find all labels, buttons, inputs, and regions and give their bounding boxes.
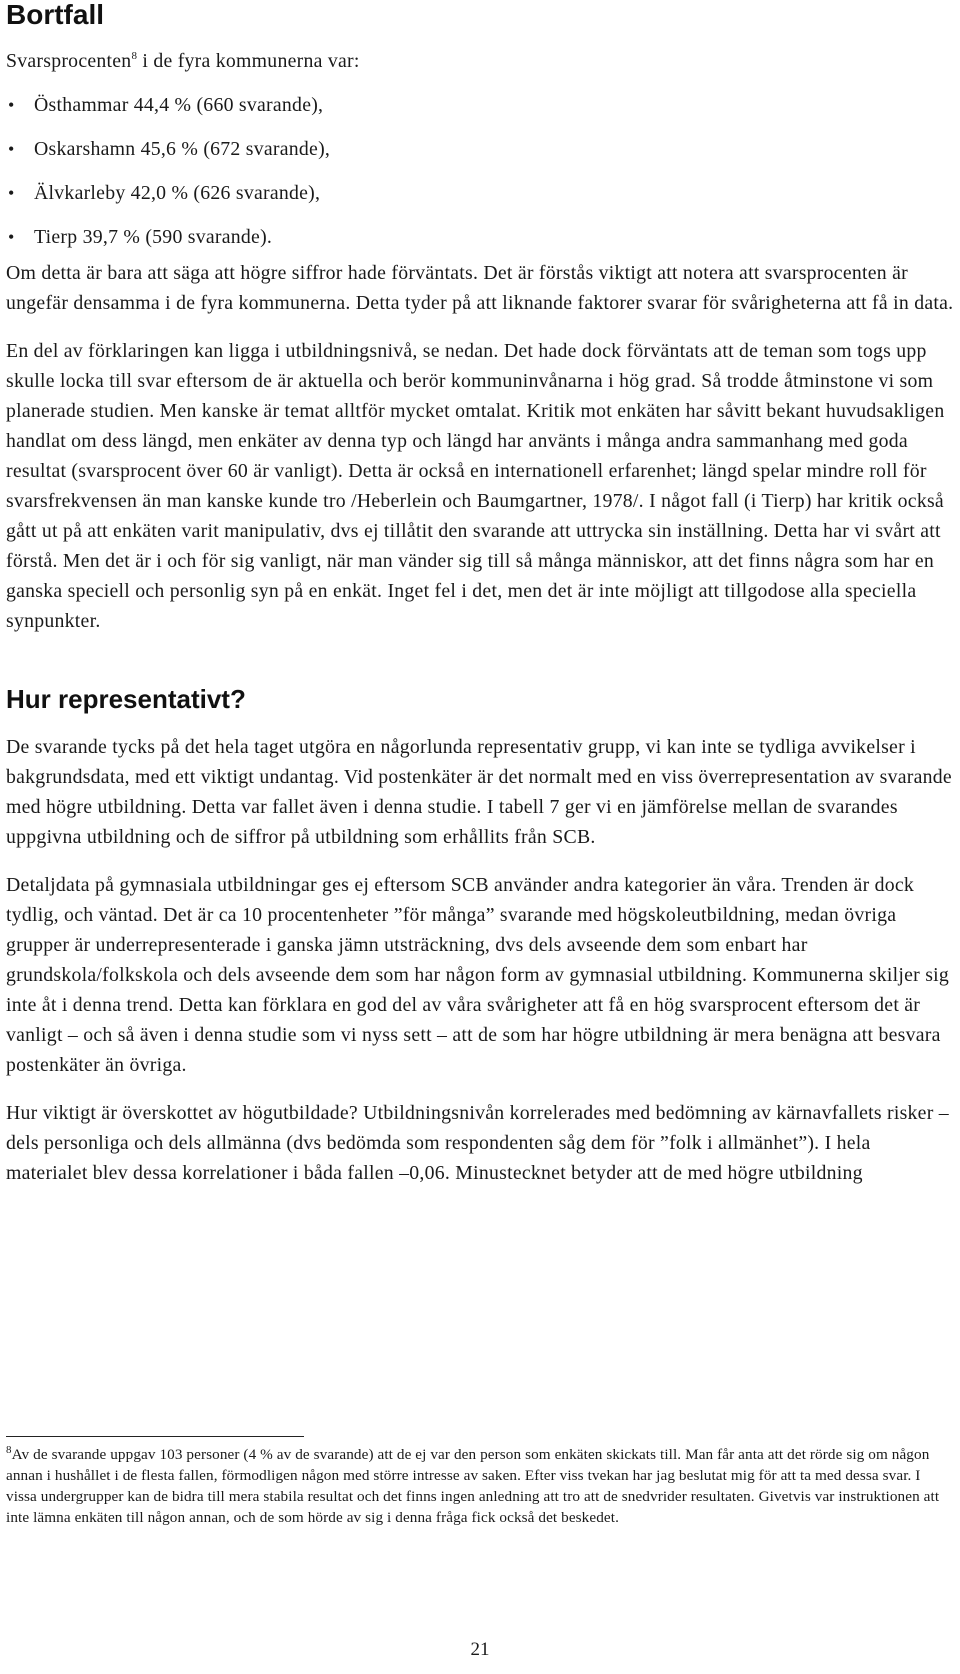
document-page [6,0,954,1188]
section-heading-representativt: Hur representativt? [6,684,246,714]
body-paragraph: Detaljdata på gymnasiala utbildningar ges ej eftersom SCB använder andra kategorier än våra. Trenden är dock tydlig, och väntad. Det är ca 10 procentenheter ”för många” svarande med högskoleutbildning, medan övriga grupper är underrepresenterade i ganska jämn utsträckning, dvs dels avseende dem som enbart har grundskola/folkskola och dels avseende dem som har någon form av gymnasial utbildning. Kommunerna skiljer sig inte åt i denna trend. Detta kan förklara en god del av våra svårigheter att få en hög svarsprocent eftersom det är vanligt – och så även i denna studie som vi nyss sett – att de som har högre utbildning är mera benägna att besvara postenkäter än övriga. [6,874,950,1076]
section-heading-bortfall: Bortfall [6,0,104,30]
footnote [6,1444,952,1528]
footnote-marker: 8 [6,1444,12,1456]
bullet-icon: • [8,139,15,159]
list-item [6,134,954,164]
list-item [6,222,954,252]
bullet-icon: • [8,95,15,115]
footnote-text: Av de svarande uppgav 103 personer (4 % av de svarande) att de ej var den person som enkäten skickats till. Man får anta att det rörde sig om någon annan i hushållet i de flesta fallen, förmodligen någon med större intresse av saken. Efter viss tvekan har jag beslutat mig för att ta med dessa svar. I vissa undergrupper kan de bidra till mera stabila resultat och det finns ingen anledning att tro att de snedvrider resultaten. Givetvis var instruktionen att inte lämna enkäten till någon annan, och de som hörde av sig i denna fråga fick också det beskedet. [6,1446,940,1526]
list-item-text: Tierp 39,7 % (590 svarande). [34,226,273,248]
bullet-icon: • [8,183,15,203]
body-paragraph: Om detta är bara att säga att högre siffror hade förväntats. Det är förstås viktigt att notera att svarsprocenten är ungefär densamma i de fyra kommunerna. Detta tyder på att liknande faktorer svarar för svårigheterna att få in data. [6,262,954,314]
list-item-text: Oskarshamn 45,6 % (672 svarande), [34,138,331,160]
response-rate-list [6,90,954,252]
intro-text-start: Svarsprocenten [6,50,132,72]
body-paragraph: En del av förklaringen kan ligga i utbildningsnivå, se nedan. Det hade dock förväntats att de teman som togs upp skulle locka till svar eftersom de är aktuella och berör kommuninvånarna i hög grad. Så trodde åtminstone vi som planerade studien. Men kanske är temat alltför mycket omtalat. Kritik mot enkäten har såvitt bekant huvudsakligen handlat om dess längd, men enkäter av denna typ och längd har använts i många andra sammanhang med goda resultat (svarsprocent över 60 är vanligt). Detta är också en internationell erfarenhet; längd spelar mindre roll för svarsfrekvensen än man kanske kunde tro /Heberlein och Baumgartner, 1978/. I något fall (i Tierp) har kritik också gått ut på att enkäten varit manipulativ, dvs ej tillåtit den svarande att uttrycka sin inställning. Detta har vi svårt att förstå. Men det är i och för sig vanligt, när man vänder sig till så många människor, att det finns några som har en ganska speciell och personlig syn på en enkät. Inget fel i det, men det är inte möjligt att tillgodose alla speciella synpunkter. [6,340,945,632]
body-paragraph: Hur viktigt är överskottet av högutbildade? Utbildningsnivån korrelerades med bedömning av kärnavfallets risker – dels personliga och dels allmänna (dvs bedömda som respondenten såg dem för ”folk i allmänhet”). I hela materialet blev dessa korrelationer i båda fallen –0,06. Minustecknet betyder att de med högre utbildning [6,1102,949,1184]
list-item-text: Östhammar 44,4 % (660 svarande), [34,94,324,116]
list-item [6,90,954,120]
footnote-reference: 8 [131,50,138,62]
intro-text-end: i de fyra kommunerna var: [137,50,360,72]
bullet-icon: • [8,227,15,247]
body-paragraph: De svarande tycks på det hela taget utgöra en någorlunda representativ grupp, vi kan inte se tydliga avvikelser i bakgrundsdata, med ett viktigt undantag. Vid postenkäter är det normalt med en viss överrepresentation av svarande med högre utbildning. Detta var fallet även i denna studie. I tabell 7 ger vi en jämförelse mellan de svarandes uppgivna utbildning och de siffror på utbildning som erhållits från SCB. [6,736,952,848]
page-number: 21 [470,1639,490,1660]
footnote-divider [6,1436,304,1437]
list-item [6,178,954,208]
intro-paragraph [6,46,954,76]
list-item-text: Älvkarleby 42,0 % (626 svarande), [34,182,321,204]
